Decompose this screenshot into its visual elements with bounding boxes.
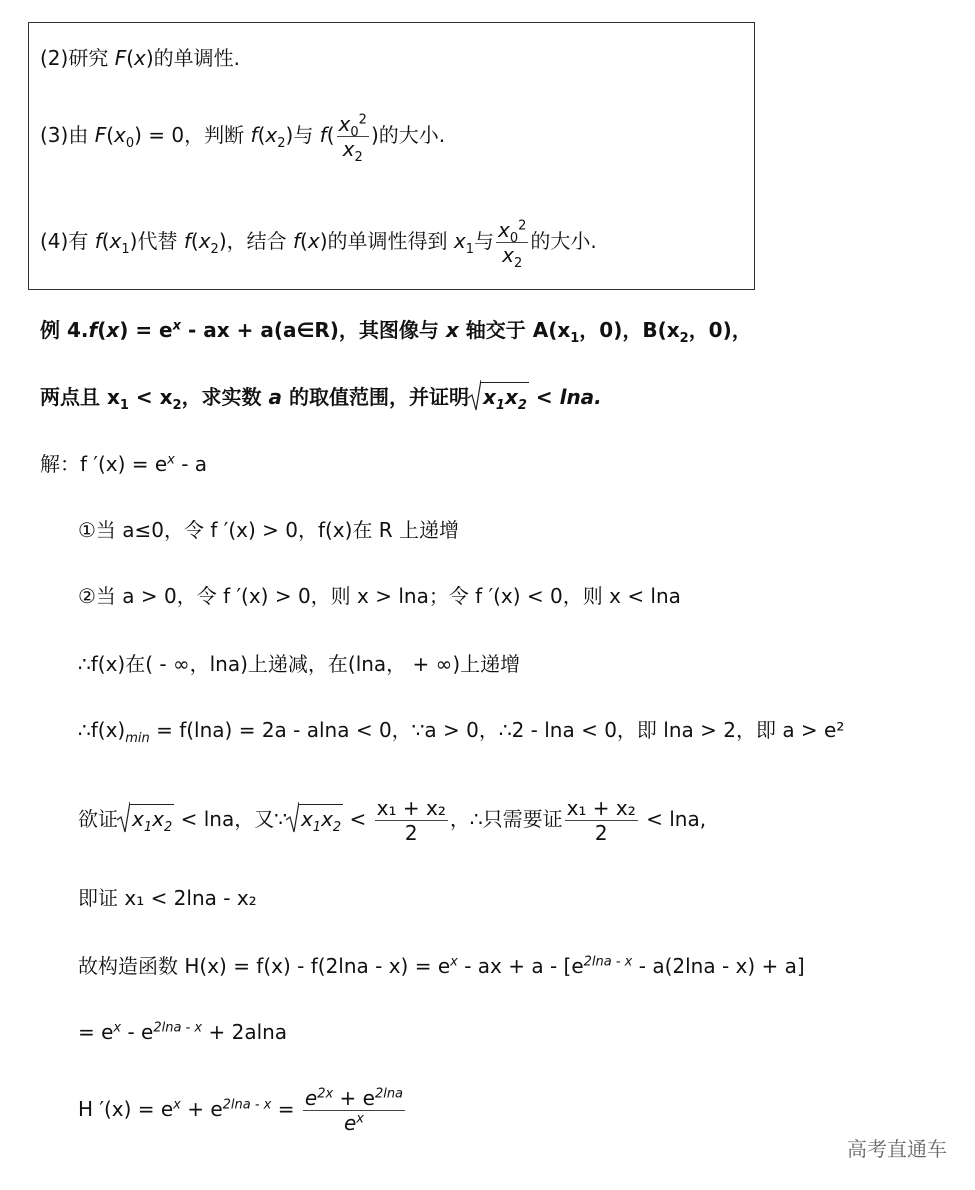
solution-line-3: ②当 a > 0，令 f ′(x) > 0，则 x > lna；令 f ′(x) < 0，则 x < lna [78, 584, 681, 608]
solution-line-4: ∴f(x)在( - ∞，lna)上递减，在(lna， + ∞)上递增 [78, 652, 521, 676]
example-line-2: 两点且 $x_1 < x_2$，求实数 a 的取值范围，并证明 $x_1x_2 < \ln a$. [40, 382, 602, 411]
fraction-x0sq-over-x2-b: $\frac{x_0^2}{x_2}$ [498, 218, 527, 271]
fraction-mean-a: $\frac{\text{x₁ + x₂}}{2}$ [376, 796, 446, 845]
solution-line-10: H $'(x) = e^x + e^{2lna - x}$ = $\frac{e^{2x} + e^{2lna}}{e^x}$ [78, 1086, 404, 1135]
fraction-x0sq-over-x2: $\frac{x_0^2}{x_2}$ [338, 112, 367, 165]
solution-line-9: = $e^x - e^{2lna - x} + 2alna$ [78, 1020, 288, 1044]
sqrt-x1x2-c: $x_1x_2$ [287, 804, 343, 833]
example-line-1: 例 $4.f(x) = e^x$ - ax + a(a∈R)，其图像与 x 轴交于 $A(x_1$，0)，$B(x_2$，0)， [40, 318, 752, 346]
fraction-derivative: $\frac{e^{2x} + e^{2lna}}{e^x}$ [304, 1086, 404, 1135]
watermark: 高考直通车 [847, 1137, 947, 1161]
fraction-mean-b: $\frac{\text{x₁ + x₂}}{2}$ [566, 796, 636, 845]
solution-line-8: 故构造函数 $H(x) = f(x) - f(2\ln a - x) = e^x$ - ax + $a - [e^{2lna - x} - a(2\ln a - x) + a]$ [78, 954, 805, 978]
step-3: (3)由 $F(x_0) = 0$，判断 $f(x_2)$与 f( $\frac{x_0^2}{x_2}$ )的大小. [40, 112, 446, 165]
step-2: (2)研究 F(x)的单调性. [40, 46, 241, 70]
sqrt-x1x2-b: $x_1x_2$ [118, 804, 174, 833]
solution-line-1: 解：f $'(x) = e^x - a$ [40, 452, 208, 476]
solution-line-6: 欲证 $x_1x_2 < \ln a$，又∵ $x_1x_2$ < $\frac{\text{x₁ + x₂}}{2}$ ，∴只需要证 $\frac{\text{x₁ + x₂}}{2}$ < lna, [78, 796, 707, 845]
solution-line-2: ①当 a≤0，令 f ′(x) > 0，f(x)在 R 上递增 [78, 518, 460, 542]
solution-line-7: 即证 x₁ < 2lna - x₂ [78, 886, 257, 910]
sqrt-x1x2: $x_1x_2$ [469, 382, 529, 411]
step-4: (4)有 $f(x_1)$代替 $f(x_2)$，结合 f(x)的单调性得到 $x_1$与 $\frac{x_0^2}{x_2}$ 的大小. [40, 218, 597, 271]
solution-line-5: $\therefore f(x)_{min} = f(\ln a) = 2a - alna < 0$，∵a > 0，∴2 - lna < 0，即 lna > 2，即 a > e² [78, 718, 845, 746]
